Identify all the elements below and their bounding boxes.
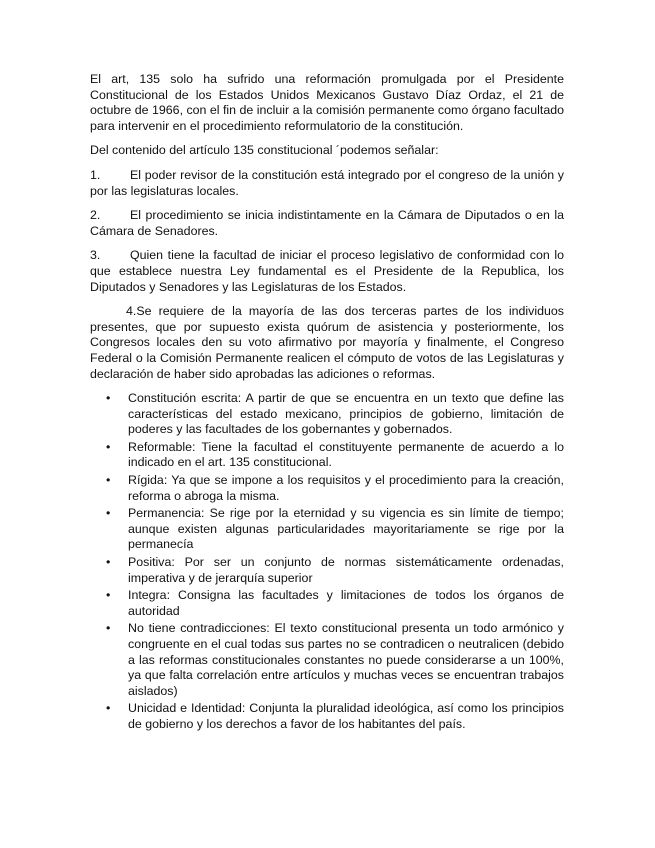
bullet-icon: • — [106, 588, 111, 603]
list-item — [106, 473, 564, 504]
numbered-item-text: El poder revisor de la constitución está integrado por el congreso de la unión y por las legislaturas locales. — [90, 167, 564, 198]
list-item-text: Positiva: Por ser un conjunto de normas sistemáticamente ordenadas, imperativa y de jerarquía superior — [128, 555, 564, 585]
numbered-item-label: 1. — [90, 167, 101, 182]
point-4-paragraph: 4.Se requiere de la mayoría de las dos terceras partes de los individuos presentes, que por supuesto exista quórum de asistencia y posteriormente, los Congresos locales den su voto afirmativo por mayoría y finalmente, el Congreso Federal o la Comisión Permanente realicen el cómputo de votos de las Legislaturas y declaración de haber sido aprobadas las adiciones o reformas. — [90, 304, 564, 381]
document-page — [90, 72, 564, 735]
list-item — [106, 506, 564, 553]
list-item — [106, 391, 564, 438]
bullet-icon: • — [106, 473, 111, 488]
list-item — [106, 701, 564, 732]
numbered-item-3 — [90, 248, 564, 295]
bullet-icon: • — [106, 506, 111, 521]
lead-paragraph: Del contenido del artículo 135 constitucional ´podemos señalar: — [90, 143, 439, 158]
list-item-text: Reformable: Tiene la facultad el constituyente permanente de acuerdo a lo indicado en el art. 135 constitucional. — [128, 439, 564, 470]
list-item-text: No tiene contradicciones: El texto constitucional presenta un todo armónico y congruente en el cual todas sus partes no se contradicen o neutralicen (debido a las reformas constitucionales constantes no puede considerarse a un 100%, ya que falta correlación entre artículos y muchas veces se encuentran trabajos aislados) — [128, 621, 564, 698]
numbered-item-2 — [90, 208, 564, 239]
bullet-icon: • — [106, 555, 111, 570]
numbered-item-label: 2. — [90, 208, 101, 223]
list-item-text: Rígida: Ya que se impone a los requisitos y el procedimiento para la creación, reforma o abroga la misma. — [128, 473, 564, 503]
numbered-item-1 — [90, 168, 564, 199]
list-item-text: Integra: Consigna las facultades y limitaciones de todos los órganos de autoridad — [128, 588, 564, 618]
bullet-icon: • — [106, 701, 111, 716]
bullet-icon: • — [106, 391, 111, 406]
bullet-icon: • — [106, 621, 111, 636]
bullet-icon: • — [106, 439, 111, 454]
list-item — [106, 588, 564, 619]
list-item — [106, 621, 564, 699]
list-item-text: Permanencia: Se rige por la eternidad y su vigencia es sin límite de tiempo; aunque existen algunas particularidades mayoritariamente se rige por la permanecía — [128, 506, 564, 552]
characteristics-list — [90, 391, 564, 732]
list-item-text: Unicidad e Identidad: Conjunta la pluralidad ideológica, así como los principios de gobierno y los derechos a favor de los habitantes del país. — [128, 701, 564, 731]
list-item — [106, 439, 564, 471]
numbered-item-text: El procedimiento se inicia indistintamente en la Cámara de Diputados o en la Cámara de Senadores. — [90, 208, 564, 238]
list-item — [106, 555, 564, 586]
list-item-text: Constitución escrita: A partir de que se encuentra en un texto que define las características del estado mexicano, principios de gobierno, limitación de poderes y las facultades de los gobernantes y gobernados. — [128, 391, 564, 437]
intro-paragraph: El art, 135 solo ha sufrido una reformación promulgada por el Presidente Constitucional de los Estados Unidos Mexicanos Gustavo Díaz Ordaz, el 21 de octubre de 1966, con el fin de incluir a la comisión permanente como órgano facultado para intervenir en el procedimiento reformulatorio de la constitución. — [90, 72, 564, 133]
numbered-item-label: 3. — [90, 248, 101, 263]
numbered-item-text: Quien tiene la facultad de iniciar el proceso legislativo de conformidad con lo que establece nuestra Ley fundamental es el Presidente de la Republica, los Diputados y Senadores y las Legislaturas de los Estados. — [90, 248, 564, 294]
